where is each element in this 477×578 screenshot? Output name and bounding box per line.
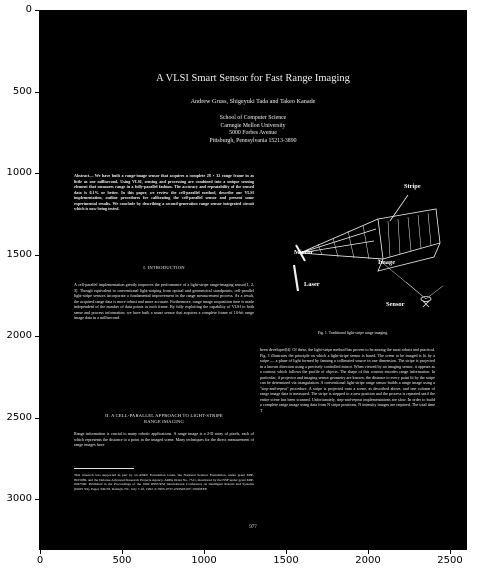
y-tick-label: 2000 [6, 330, 32, 341]
x-tick-mark [40, 550, 41, 554]
x-tick-label: 500 [112, 555, 132, 566]
y-tick-label: 2500 [6, 412, 32, 423]
figure-caption: Fig. 1. Traditional light-stripe range imaging. [317, 331, 389, 335]
scene-box [378, 209, 440, 259]
x-tick-label: 2000 [355, 555, 381, 566]
introduction-text: A cell-parallel implementation greatly improves the performance of a light-stripe range-imaging sensor[1, 2, 3]. Though equivalent to conventional light-striping from optical and geometrical standpoints, cell-parallel light-stripe sensors incorporate a fundamental improvement in the range measurement process. As a result, the acquired range data is more robust and more accurate. Furthermore, range image acquisition time is made independent of the number of data points in each frame. By fully exploiting the capability of VLSI to both sense and process information, we have built a smart sensor that acquires a complete frame of 10-bit range image data in a millisecond. [74, 282, 254, 321]
paper-title: A VLSI Smart Sensor for Fast Range Imaging [156, 73, 350, 84]
section-heading-line: RANGE IMAGING [144, 419, 184, 424]
x-tick-label: 1000 [191, 555, 217, 566]
figure-label-stripe: Stripe [404, 183, 421, 190]
paper-affiliation [40, 115, 466, 145]
page-number: 977 [249, 525, 257, 530]
y-tick-label: 1000 [6, 167, 32, 178]
affiliation-line: School of Computer Science [219, 115, 287, 121]
figure-label-sensor: Sensor [386, 301, 405, 308]
image-frame [39, 10, 467, 550]
laser [294, 265, 298, 291]
paper-authors: Andrew Gruss, Shigeyuki Tada and Takeo Kanade [190, 98, 316, 105]
affiliation-line: 5000 Forbes Avenue [229, 130, 277, 137]
abstract: Abstract— We have built a range-image sensor that acquires a complete 28 × 32 range frame in as little as one millisecond. Using VLSI, sensing and processing are combined into a unique sensing element that measures range in a fully-parallel fashion. The accuracy and repeatability of the sensed data is 0.1% or better. In this paper, we review the cell-parallel method, describe our VLSI implementation, outline procedures for calibrating the cell-parallel sensor and present some experimental results. We conclude by describing a second-generation range sensor integrated circuit which is now being tested. [74, 173, 254, 212]
light-stripe-diagram [258, 181, 443, 326]
section-heading-line: II. A CELL-PARALLEL APPROACH TO LIGHT-STRIPE [105, 413, 223, 418]
section-heading-introduction: I. INTRODUCTION [143, 265, 185, 270]
x-tick-mark [368, 550, 369, 554]
figure-light-stripe-diagram [258, 181, 443, 326]
x-tick-mark [286, 550, 287, 554]
x-tick-mark [122, 550, 123, 554]
x-tick-label: 1500 [273, 555, 299, 566]
section-heading-cell-parallel [74, 413, 254, 425]
paper-page [40, 11, 466, 549]
footnote-divider [74, 468, 134, 469]
figure-label-mirror: Mirror [294, 249, 314, 256]
y-tick-label: 3000 [6, 493, 32, 504]
footnote: This research was supported in part by an AT&T Foundation Grant, the National Science Foundation, under grant MIP-8915969, and the Defense Advanced Research Projects Agency, ARPA Order No. 7511, monitored by the NSF under grant MIP-9047590. Published in the Proceedings of the 1992 IEEE/RSJ International Conference on Intelligent Robots and Systems (IROS '92), Pages 349-58, Raleigh, NC, July 7-10, 1992. 0-7803-0737-2/92$03.00©1992IEEE [74, 473, 254, 491]
affiliation-line: Carnegie Mellon University [220, 122, 286, 129]
x-tick-mark [204, 550, 205, 554]
y-tick-label: 500 [12, 86, 32, 97]
section2-text: Range information is crucial to many robotic applications. A range image is a 2-D array of pixels, each of which represents the distance to a point in the imaged scene. Many techniques for the direct measurement of range images have [74, 431, 254, 448]
affiliation-line: Pittsburgh, Pennsylvania 15213-3890 [209, 137, 297, 144]
x-tick-mark [450, 550, 451, 554]
y-tick-label: 1500 [6, 249, 32, 260]
x-tick-label: 0 [36, 555, 44, 566]
stripe-pointer [390, 195, 408, 221]
y-tick-label: 0 [25, 4, 32, 15]
figure-label-image: Image [378, 259, 396, 266]
figure-label-laser: Laser [304, 281, 320, 288]
x-tick-label: 2500 [437, 555, 463, 566]
right-column-text: been developed[4]. Of these, the light-stripe method has proven to be among the most robust and practical. Fig. 1 illustrates the principle on which a light-stripe sensor is based. The scene to be imaged is lit by a stripe — a plane of light formed by fanning a collimated source in one dimension. The stripe is projected in a known direction using a precisely controlled mirror. When viewed by an imaging sensor, it appears as a contour which follows the profile of objects. The shape of this contour encodes range information. In particular, if projector and imaging sensor geometry are known, the distance to every point lit by the stripe can be determined via triangulation. A conventional light-stripe range sensor builds a range image using a "step-and-repeat" procedure. A stripe is projected onto a scene, as described above, and one column of range image data is measured. The stripe is stepped to a new position and the process is repeated until the entire scene has been scanned. Unfortunately, step-and-repeat implementations are slow. In order to build a complete range image using data from N stripe positions, N intensity images are required. The total time T [260, 347, 435, 414]
